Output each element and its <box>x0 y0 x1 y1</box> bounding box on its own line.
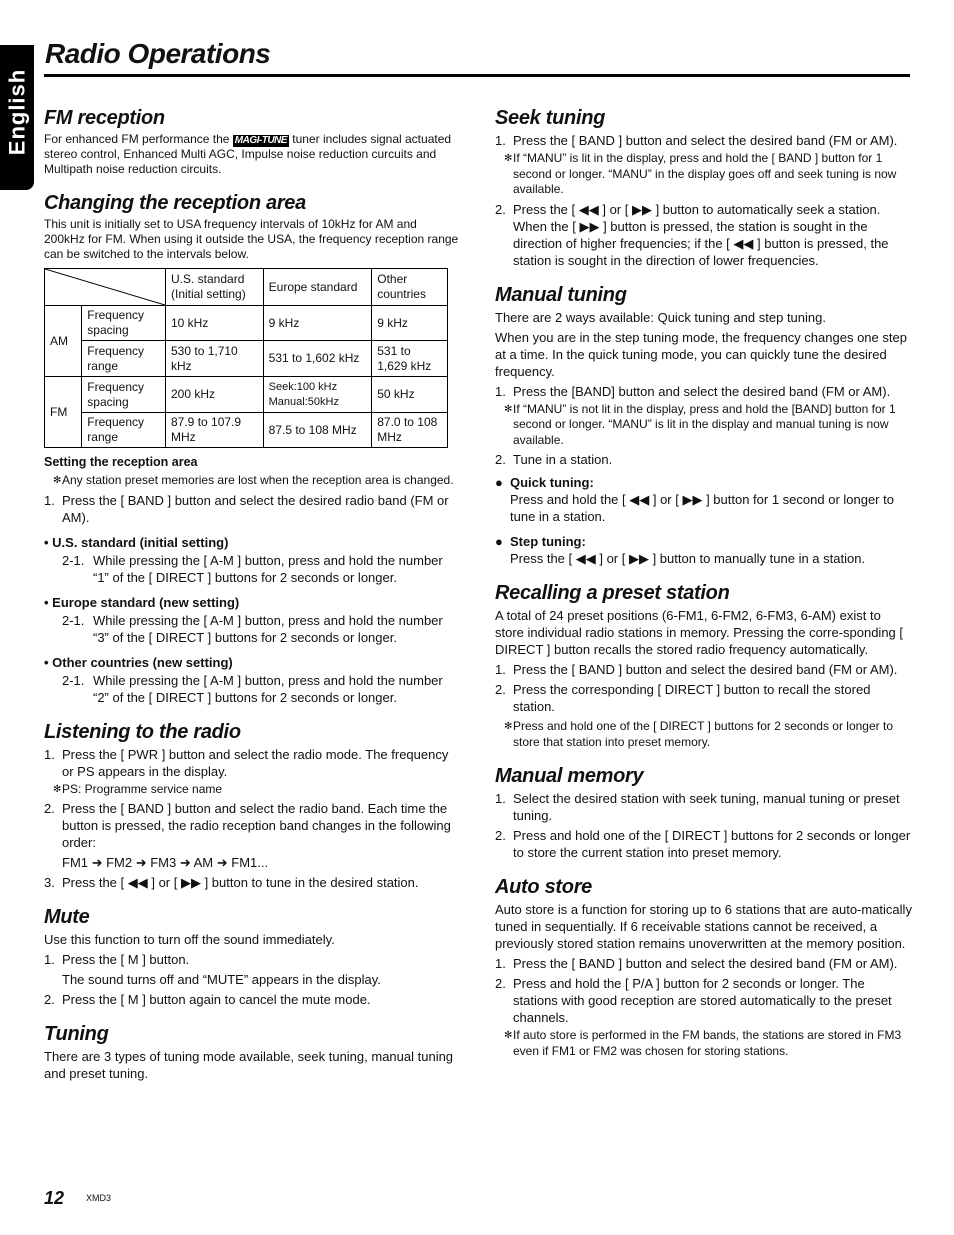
mute-step-2: 2. Press the [ M ] button again to cancel the mute mode. <box>44 992 371 1007</box>
table-cell: 9 kHz <box>263 306 372 341</box>
memory-heading: Manual memory <box>495 765 644 787</box>
table-corner-cell <box>45 269 166 306</box>
listening-step-2: 2. Press the [ BAND ] button and select the radio band. Each time the button is pressed, the radio reception band changes in the following order: <box>44 801 451 850</box>
listening-step-1: 1. Press the [ PWR ] button and select the radio mode. The frequency or PS appears in the display. <box>44 746 449 779</box>
manual-step-2-text: Tune in a station. <box>513 452 613 467</box>
manual-step-1-text: Press the [BAND] button and select the desired band (FM or AM). <box>513 383 891 399</box>
manual-intro-1: There are 2 ways available: Quick tuning and step tuning. <box>495 309 826 325</box>
eu-standard-step <box>44 612 460 646</box>
other-countries-step <box>44 672 460 706</box>
seek-heading: Seek tuning <box>495 107 606 129</box>
listening-step-3: 3. Press the [ ◀◀ ] or [ ▶▶ ] button to tune in the desired station. <box>44 875 419 890</box>
model-code: XMD3 <box>86 1193 112 1203</box>
recall-heading: Recalling a preset station <box>495 582 730 604</box>
manual-heading: Manual tuning <box>495 283 627 306</box>
band-order: FM1 ➜ FM2 ➜ FM3 ➜ AM ➜ FM1... <box>62 855 269 870</box>
frequency-table <box>44 268 448 448</box>
left-column <box>44 106 460 1082</box>
memory-step-1: 1. Select the desired station with seek tuning, manual tuning or preset tuning. <box>495 791 900 823</box>
memory-step-2-text: Press and hold one of the [ DIRECT ] buttons for 2 seconds or longer to store the current station into preset memory. <box>513 828 911 860</box>
table-cell: 531 to 1,629 kHz <box>372 341 448 377</box>
manual-step-2: 2. Tune in a station. <box>495 452 613 467</box>
us-standard-step <box>44 552 460 586</box>
mute-step-1b: The sound turns off and “MUTE” appears in the display. <box>62 972 381 987</box>
autostore-step-1-text: Press the [ BAND ] button and select the desired band (FM or AM). <box>513 956 898 971</box>
listening-step-3-text: Press the [ ◀◀ ] or [ ▶▶ ] button to tune in the desired station. <box>62 875 419 890</box>
us-standard-step-text: While pressing the [ A-M ] button, press and hold the number “1” of the [ DIRECT ] buttons for 2 seconds or longer. <box>93 552 443 585</box>
listening-heading: Listening to the radio <box>44 720 241 743</box>
fm-reception-text <box>44 132 460 177</box>
diagonal-line <box>45 269 165 305</box>
mute-heading: Mute <box>44 906 90 928</box>
tuning-heading: Tuning <box>44 1023 109 1045</box>
memory-step-1-text: Select the desired station with seek tuning, manual tuning or preset tuning. <box>513 791 900 823</box>
autostore-text: Auto store is a function for storing up to 6 stations that are auto-matically tuned in sequentially. If 6 receivable stations cannot be received, a previously stored station remains unoverwritten at the memory position. <box>495 902 912 951</box>
language-tab-label: English <box>4 68 30 156</box>
col-header-us: U.S. standard (Initial setting) <box>166 269 264 306</box>
step-tuning-text: Press the [ ◀◀ ] or [ ▶▶ ] button to manually tune in a station. <box>510 551 866 566</box>
listening-note-text: PS: Programme service name <box>62 781 223 796</box>
seek-note: ✻ If “MANU” is lit in the display, press and hold the [ BAND ] button for 1 second or longer. “MANU” in the display goes off and seek tuning is now available. <box>504 151 897 196</box>
am-label: AM <box>45 306 82 377</box>
recall-note: ✻ Press and hold one of the [ DIRECT ] buttons for 2 seconds or longer to store that station into preset memory. <box>504 719 893 749</box>
table-cell: 531 to 1,602 kHz <box>263 341 372 377</box>
page-title: Radio Operations <box>45 38 271 69</box>
changing-area-heading: Changing the reception area <box>44 192 306 214</box>
tuning-text: There are 3 types of tuning mode available, seek tuning, manual tuning and preset tuning. <box>44 1049 454 1081</box>
seek-note-text: If “MANU” is lit in the display, press and hold the [ BAND ] button for 1 second or longer. “MANU” in the display goes off and seek tuning is now available. <box>513 151 897 196</box>
table-cell: 50 kHz <box>372 377 448 413</box>
quick-tuning-title: ● Quick tuning: <box>495 475 594 490</box>
autostore-note-text: If auto store is performed in the FM bands, the stations are stored in FM3 even if FM1 or FM2 was chosen for storing stations. <box>513 1028 902 1058</box>
setting-note-text: Any station preset memories are lost when the reception area is changed. <box>62 473 454 487</box>
fm-reception-text-b: tuner includes signal actuated stereo control, Enhanced Multi AGC, Impulse noise reduction curcuits and Multipath noise reduction circuits. <box>44 132 452 176</box>
table-cell: 87.5 to 108 MHz <box>263 413 372 448</box>
mute-step-2-text: Press the [ M ] button again to cancel the mute mode. <box>62 992 371 1007</box>
manual-intro-2: When you are in the step tuning mode, the frequency changes one step at a time. In the quick tuning mode, you can quickly tune the desired frequency. <box>495 329 907 379</box>
autostore-step-2-text: Press and hold the [ P/A ] button for 2 seconds or longer. The stations with good reception are stored automatically to the preset channels. <box>513 976 892 1025</box>
setting-note: ✻ Any station preset memories are lost when the reception area is changed. <box>53 473 454 487</box>
language-tab <box>0 45 34 190</box>
recall-step-2: 2. Press the corresponding [ DIRECT ] button to recall the stored station. <box>495 682 871 714</box>
title-rule <box>44 74 910 77</box>
recall-step-1-text: Press the [ BAND ] button and select the desired band (FM or AM). <box>513 662 898 677</box>
fm-reception-text-a: For enhanced FM performance the <box>44 132 233 146</box>
table-row-label: Frequency spacing <box>82 377 166 413</box>
fm-label: FM <box>45 377 82 448</box>
seek-step-1: 1. Press the [ BAND ] button and select the desired band (FM or AM). <box>495 133 898 148</box>
page-number: 12 <box>44 1188 65 1208</box>
eu-standard-title: • Europe standard (new setting) <box>44 594 240 610</box>
autostore-step-2: 2. Press and hold the [ P/A ] button for 2 seconds or longer. The stations with good reception are stored automatically to the preset channels. <box>495 976 892 1025</box>
recall-note-text: Press and hold one of the [ DIRECT ] buttons for 2 seconds or longer to store that station into preset memory. <box>513 719 893 749</box>
table-cell: 9 kHz <box>372 306 448 341</box>
mute-intro: Use this function to turn off the sound immediately. <box>44 932 335 947</box>
other-countries-step-text: While pressing the [ A-M ] button, press and hold the number “2” of the [ DIRECT ] buttons for 2 seconds or longer. <box>93 672 443 705</box>
setting-step-1: 1. Press the [ BAND ] button and select the desired radio band (FM or AM). <box>44 492 449 525</box>
recall-step-1: 1. Press the [ BAND ] button and select the desired band (FM or AM). <box>495 662 898 677</box>
memory-step-2: 2. Press and hold one of the [ DIRECT ] buttons for 2 seconds or longer to store the current station into preset memory. <box>495 828 911 860</box>
step-tuning-title: ● Step tuning: <box>495 534 586 549</box>
table-cell: 200 kHz <box>166 377 264 413</box>
autostore-step-1: 1. Press the [ BAND ] button and select the desired band (FM or AM). <box>495 956 898 971</box>
right-column <box>495 106 913 1059</box>
us-standard-title: • U.S. standard (initial setting) <box>44 534 229 550</box>
quick-tuning-text: Press and hold the [ ◀◀ ] or [ ▶▶ ] button for 1 second or longer to tune in a station. <box>510 492 894 524</box>
table-row-label: Frequency spacing <box>82 306 166 341</box>
substep-num: 2-1. <box>62 672 85 688</box>
substep-num: 2-1. <box>62 552 85 568</box>
listening-note: ✻ PS: Programme service name <box>53 781 223 796</box>
seek-step-2-text: Press the [ ◀◀ ] or [ ▶▶ ] button to automatically seek a station. When the [ ▶▶ ] button is pressed, the station is sought in the direction of higher frequencies; if the [ ◀◀ ] button is pressed, the station is sought in the direction of lower frequencies. <box>513 201 889 268</box>
col-header-other: Other countries <box>372 269 448 306</box>
mute-step-1: 1. Press the [ M ] button. <box>44 952 190 967</box>
table-row-label: Frequency range <box>82 341 166 377</box>
fm-reception-heading: FM reception <box>44 107 165 129</box>
changing-area-text: This unit is initially set to USA frequency intervals of 10kHz for AM and 200kHz for FM. When using it outside the USA, the frequency reception range can be switched to the intervals below. <box>44 217 459 261</box>
listening-step-1-text: Press the [ PWR ] button and select the radio mode. The frequency or PS appears in the display. <box>62 746 449 779</box>
recall-step-2-text: Press the corresponding [ DIRECT ] button to recall the stored station. <box>513 682 871 714</box>
substep-num: 2-1. <box>62 612 85 628</box>
table-row-label: Frequency range <box>82 413 166 448</box>
table-cell: Seek:100 kHz Manual:50kHz <box>263 377 372 413</box>
setting-heading: Setting the reception area <box>44 455 198 469</box>
recall-text: A total of 24 preset positions (6-FM1, 6-FM2, 6-FM3, 6-AM) exist to store individual radio stations in memory. Pressing the corre-sponding [ DIRECT ] button recalls the stored radio frequency automatically. <box>495 608 904 657</box>
table-cell: 10 kHz <box>166 306 264 341</box>
step-tuning-title-text: Step tuning: <box>510 534 586 549</box>
autostore-note: ✻ If auto store is performed in the FM bands, the stations are stored in FM3 even if FM1 or FM2 was chosen for storing stations. <box>504 1028 902 1058</box>
magi-tune-logo: MAGI-TUNE <box>234 135 287 146</box>
manual-step-1: 1. Press the [BAND] button and select the desired band (FM or AM). <box>495 383 891 399</box>
col-header-eu: Europe standard <box>263 269 372 306</box>
table-cell: 87.0 to 108 MHz <box>372 413 448 448</box>
table-cell: 87.9 to 107.9 MHz <box>166 413 264 448</box>
other-countries-title: • Other countries (new setting) <box>44 654 233 670</box>
eu-standard-step-text: While pressing the [ A-M ] button, press and hold the number “3” of the [ DIRECT ] buttons for 2 seconds or longer. <box>93 612 443 645</box>
table-cell: 530 to 1,710 kHz <box>166 341 264 377</box>
seek-step-1-text: Press the [ BAND ] button and select the desired band (FM or AM). <box>513 133 898 148</box>
seek-step-2: 2. Press the [ ◀◀ ] or [ ▶▶ ] button to automatically seek a station. When the [ ▶▶ ] button is pressed, the station is sought in the direction of higher frequencies; if the [ ◀◀ ] button is pressed, the station is sought in the direction of lower frequencies. <box>495 201 889 268</box>
manual-note: ✻ If “MANU” is not lit in the display, press and hold the [BAND] button for 1 second or longer. “MANU” is lit in the display and manual tuning is now available. <box>504 401 896 447</box>
manual-note-text: If “MANU” is not lit in the display, press and hold the [BAND] button for 1 second or longer. “MANU” is lit in the display and manual tuning is now available. <box>513 401 896 447</box>
quick-tuning-title-text: Quick tuning: <box>510 475 594 490</box>
setting-step-1-text: Press the [ BAND ] button and select the desired radio band (FM or AM). <box>62 492 449 525</box>
mute-step-1-text: Press the [ M ] button. <box>62 952 190 967</box>
autostore-heading: Auto store <box>495 876 593 898</box>
listening-step-2-text: Press the [ BAND ] button and select the radio band. Each time the button is pressed, the radio reception band changes in the following order: <box>62 801 451 850</box>
